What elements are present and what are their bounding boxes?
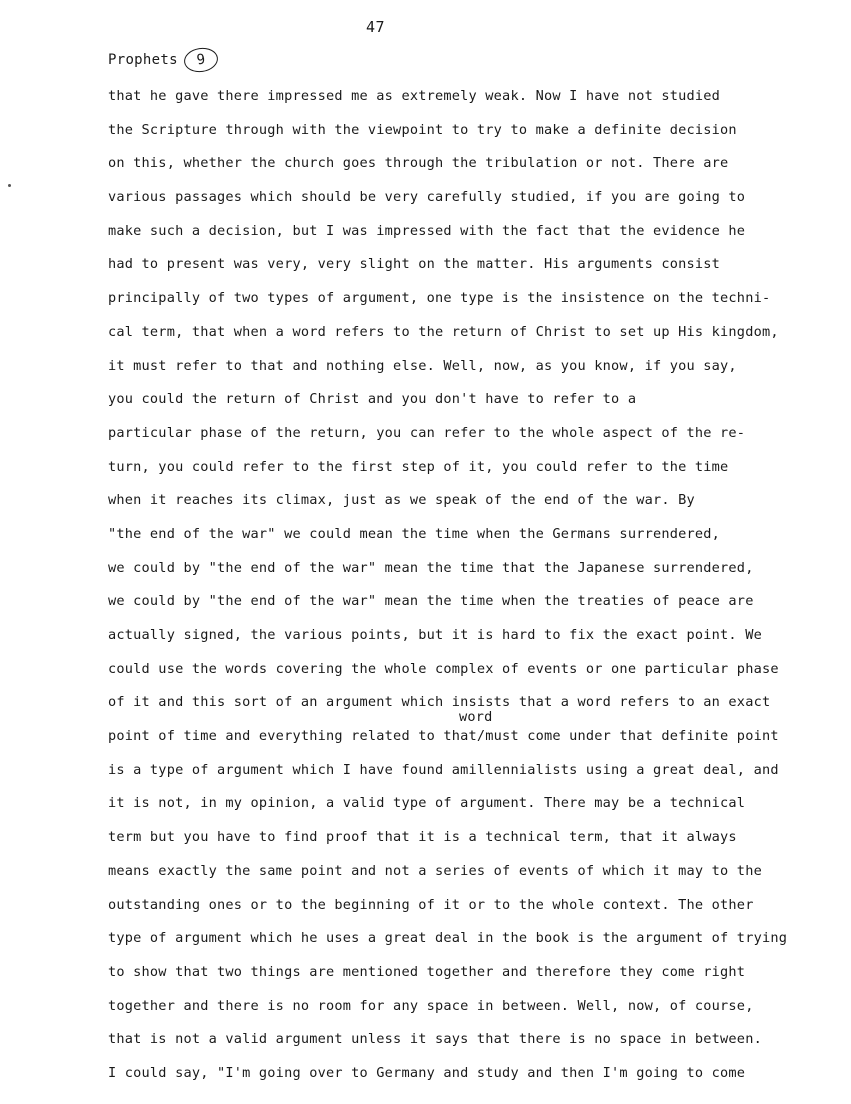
text-line: of it and this sort of an argument which insists that a word refers to an exact <box>108 694 771 711</box>
text-line: particular phase of the return, you can refer to the whole aspect of the re- <box>108 424 746 441</box>
text-line: that is not a valid argument unless it says that there is no space in between. <box>108 1031 762 1048</box>
circled-section-number: 9 <box>182 46 219 74</box>
text-line: term but you have to find proof that it is a technical term, that it always <box>108 829 737 846</box>
text-line: make such a decision, but I was impressed with the fact that the evidence he <box>108 222 746 239</box>
text-line: actually signed, the various points, but it is hard to fix the exact point. We <box>108 627 762 643</box>
margin-mark <box>8 184 11 187</box>
text-line: principally of two types of argument, one type is the insistence on the techni- <box>108 290 771 307</box>
text-line: "the end of the war" we could mean the time when the Germans surrendered, <box>108 525 721 542</box>
text-line: had to present was very, very slight on the matter. His arguments consist <box>108 256 721 273</box>
text-line: it is not, in my opinion, a valid type of argument. There may be a technical <box>108 795 746 812</box>
text-line: the Scripture through with the viewpoint to try to make a definite decision <box>108 121 737 138</box>
text-line: point of time and everything related to that/must come under that definite point <box>108 728 779 745</box>
text-line: outstanding ones or to the beginning of it or to the whole context. The other <box>108 896 754 913</box>
text-line: it must refer to that and nothing else. Well, now, as you know, if you say, <box>108 357 737 374</box>
text-line: on this, whether the church goes through the tribulation or not. There are <box>108 155 729 172</box>
text-line: you could the return of Christ and you don't have to refer to a <box>108 391 637 408</box>
interline-insertion: word <box>459 709 493 725</box>
page-number: 47 <box>366 18 386 36</box>
text-line: I could say, "I'm going over to Germany and study and then I'm going to come <box>108 1064 746 1081</box>
text-line: together and there is no room for any space in between. Well, now, of course, <box>108 997 754 1014</box>
text-line: could use the words covering the whole complex of events or one particular phase <box>108 660 779 677</box>
text-line: various passages which should be very carefully studied, if you are going to <box>108 189 746 206</box>
body-text <box>108 86 808 1097</box>
header-title: Prophets <box>108 52 178 68</box>
text-line: is a type of argument which I have found amillennialists using a great deal, and <box>108 761 779 778</box>
text-line: type of argument which he uses a great deal in the book is the argument of trying <box>108 930 788 947</box>
text-line: cal term, that when a word refers to the return of Christ to set up His kingdom, <box>108 323 779 340</box>
text-line: means exactly the same point and not a series of events of which it may to the <box>108 862 762 879</box>
text-line: that he gave there impressed me as extremely weak. Now I have not studied <box>108 88 721 104</box>
text-line: we could by "the end of the war" mean the time that the Japanese surrendered, <box>108 559 754 576</box>
text-line: when it reaches its climax, just as we speak of the end of the war. By <box>108 492 695 509</box>
text-line: we could by "the end of the war" mean the time when the treaties of peace are <box>108 593 754 610</box>
text-line: to show that two things are mentioned together and therefore they come right <box>108 963 746 980</box>
page-header <box>108 48 218 72</box>
text-line: turn, you could refer to the first step of it, you could refer to the time <box>108 458 729 475</box>
